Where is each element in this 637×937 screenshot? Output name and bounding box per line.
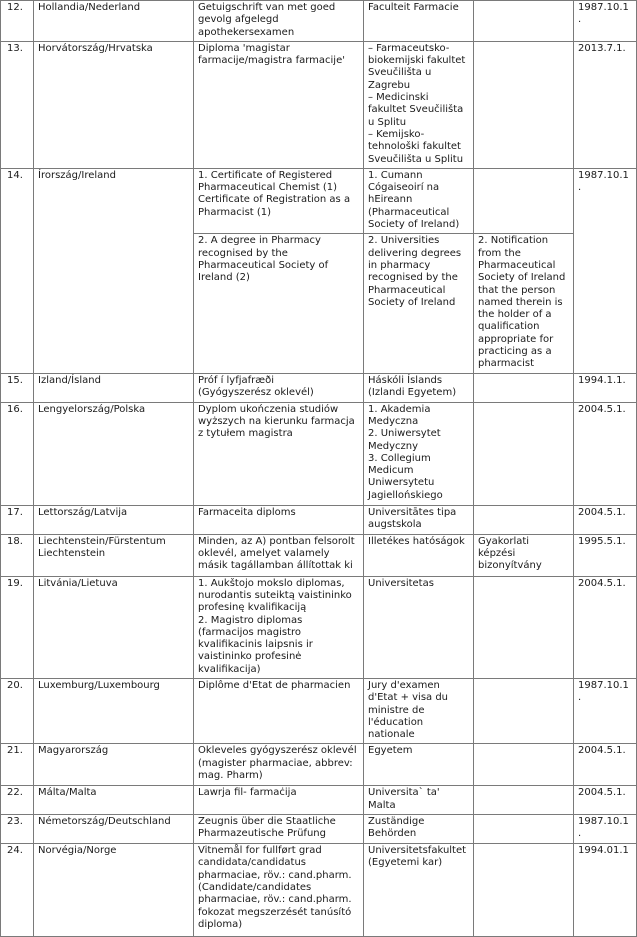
row-number: 20. (1, 678, 34, 743)
reference-date-cell: 1994.1.1. (574, 373, 637, 402)
country-cell: Málta/Malta (34, 786, 194, 815)
certificate-cell (474, 505, 574, 534)
diploma-cell: 1. Certificate of Registered Pharmaceutical Chemist (1) Certificate of Registration as a Pharmacist (1) (194, 168, 364, 233)
row-number: 18. (1, 534, 34, 576)
table-row (1, 534, 637, 576)
awarding-body-cell: Illetékes hatóságok (364, 534, 474, 576)
row-number: 12. (1, 1, 34, 42)
row-number: 16. (1, 402, 34, 505)
reference-date-cell: 1994.01.1 (574, 844, 637, 937)
certificate-cell (474, 844, 574, 937)
table-row (1, 844, 637, 937)
table-row (1, 402, 637, 505)
reference-date-cell: 2004.5.1. (574, 744, 637, 786)
reference-date-cell: 1987.10.1. (574, 815, 637, 844)
reference-date-cell: 2004.5.1. (574, 576, 637, 678)
country-cell: Lettország/Latvija (34, 505, 194, 534)
certificate-cell (474, 576, 574, 678)
country-cell: Magyarország (34, 744, 194, 786)
awarding-body-cell: Universitātes tipa augstskola (364, 505, 474, 534)
diploma-cell: Zeugnis über die Staatliche Pharmazeutische Prüfung (194, 815, 364, 844)
table-row (1, 1, 637, 42)
table-row (1, 576, 637, 678)
certificate-cell: 2. Notification from the Pharmaceutical Society of Ireland that the person named therein is the holder of a qualification appropriate for practicing as a pharmacist (474, 234, 574, 373)
country-cell: Németország/Deutschland (34, 815, 194, 844)
certificate-cell (474, 402, 574, 505)
awarding-body-cell: 2. Universities delivering degrees in pharmacy recognised by the Pharmaceutical Society of Ireland (364, 234, 474, 373)
certificate-cell (474, 168, 574, 233)
awarding-body-cell: Faculteit Farmacie (364, 1, 474, 42)
table-row (1, 815, 637, 844)
country-cell: Horvátország/Hrvatska (34, 41, 194, 168)
country-cell: Izland/Ísland (34, 373, 194, 402)
awarding-body-cell: Háskóli Íslands (Izlandi Egyetem) (364, 373, 474, 402)
certificate-cell (474, 373, 574, 402)
table-row (1, 505, 637, 534)
certificate-cell (474, 815, 574, 844)
awarding-body-cell: – Farmaceutsko- biokemijski fakultet Sveučilišta u Zagrebu – Medicinski fakultet Sveučilišta u Splitu – Kemijsko- tehnološki fakultet Sveučilišta u Splitu (364, 41, 474, 168)
diploma-cell: Minden, az A) pontban felsorolt oklevél, amelyet valamely másik tagállamban állítottak ki (194, 534, 364, 576)
certificate-cell (474, 1, 574, 42)
awarding-body-cell: Egyetem (364, 744, 474, 786)
row-number: 19. (1, 576, 34, 678)
diploma-cell: Diplôme d'Etat de pharmacien (194, 678, 364, 743)
diploma-cell: 1. Aukštojo mokslo diplomas, nurodantis suteiktą vaistininko profesinę kvalifikaciją 2. Magistro diplomas (farmacijos magistro kvalifikacinis laipsnis ir vaistininko profesinė kvalifikacija) (194, 576, 364, 678)
awarding-body-cell: 1. Akademia Medyczna 2. Uniwersytet Medyczny 3. Collegium Medicum Uniwersytetu Jagiellońskiego (364, 402, 474, 505)
table-row (1, 41, 637, 168)
reference-date-cell: 2004.5.1. (574, 786, 637, 815)
country-cell: Liechtenstein/Fürstentum Liechtenstein (34, 534, 194, 576)
row-number: 23. (1, 815, 34, 844)
certificate-cell (474, 678, 574, 743)
country-cell: Lengyelország/Polska (34, 402, 194, 505)
awarding-body-cell: Universitetsfakultet (Egyetemi kar) (364, 844, 474, 937)
diploma-cell: Próf í lyfjafræði (Gyógyszerész oklevél) (194, 373, 364, 402)
certificate-cell (474, 41, 574, 168)
reference-date-cell: 2013.7.1. (574, 41, 637, 168)
table-row (1, 678, 637, 743)
row-number: 13. (1, 41, 34, 168)
row-number: 24. (1, 844, 34, 937)
table-row (1, 786, 637, 815)
row-number: 22. (1, 786, 34, 815)
awarding-body-cell: Universitetas (364, 576, 474, 678)
certificate-cell (474, 786, 574, 815)
reference-date-cell: 1995.5.1. (574, 534, 637, 576)
reference-date-cell: 1987.10.1. (574, 168, 637, 373)
awarding-body-cell: 1. Cumann Cógaiseoirí na hEireann (Pharmaceutical Society of Ireland) (364, 168, 474, 233)
awarding-body-cell: Universita` ta' Malta (364, 786, 474, 815)
reference-date-cell: 1987.10.1. (574, 678, 637, 743)
row-number: 14. (1, 168, 34, 373)
diploma-cell: Lawrja fil- farmaċija (194, 786, 364, 815)
country-cell: Luxemburg/Luxembourg (34, 678, 194, 743)
table-row (1, 168, 637, 233)
diploma-cell: Vitnemål for fullført grad candidata/candidatus pharmaciae, röv.: cand.pharm. (Candidate/candidates pharmaciae, röv.: cand.pharm. fokozat megszerzését tanúsító diploma) (194, 844, 364, 937)
country-cell: Hollandia/Nederland (34, 1, 194, 42)
diploma-cell: Dyplom ukończenia studiów wyższych na kierunku farmacja z tytułem magistra (194, 402, 364, 505)
diploma-cell: Farmaceita diploms (194, 505, 364, 534)
row-number: 17. (1, 505, 34, 534)
reference-date-cell: 1987.10.1. (574, 1, 637, 42)
country-cell: Norvégia/Norge (34, 844, 194, 937)
country-cell: Litvánia/Lietuva (34, 576, 194, 678)
reference-date-cell: 2004.5.1. (574, 402, 637, 505)
table-row (1, 373, 637, 402)
diploma-cell: Okleveles gyógyszerész oklevél (magister pharmaciae, abbrev: mag. Pharm) (194, 744, 364, 786)
diploma-cell: Diploma 'magistar farmacije/magistra farmacije' (194, 41, 364, 168)
awarding-body-cell: Zuständige Behörden (364, 815, 474, 844)
diploma-cell: 2. A degree in Pharmacy recognised by the Pharmaceutical Society of Ireland (2) (194, 234, 364, 373)
awarding-body-cell: Jury d'examen d'Etat + visa du ministre de l'éducation nationale (364, 678, 474, 743)
certificate-cell: Gyakorlati képzési bizonyítvány (474, 534, 574, 576)
row-number: 21. (1, 744, 34, 786)
reference-date-cell: 2004.5.1. (574, 505, 637, 534)
certificate-cell (474, 744, 574, 786)
table-row (1, 744, 637, 786)
diploma-cell: Getuigschrift van met goed gevolg afgelegd apothekersexamen (194, 1, 364, 42)
country-cell: Írország/Ireland (34, 168, 194, 373)
row-number: 15. (1, 373, 34, 402)
